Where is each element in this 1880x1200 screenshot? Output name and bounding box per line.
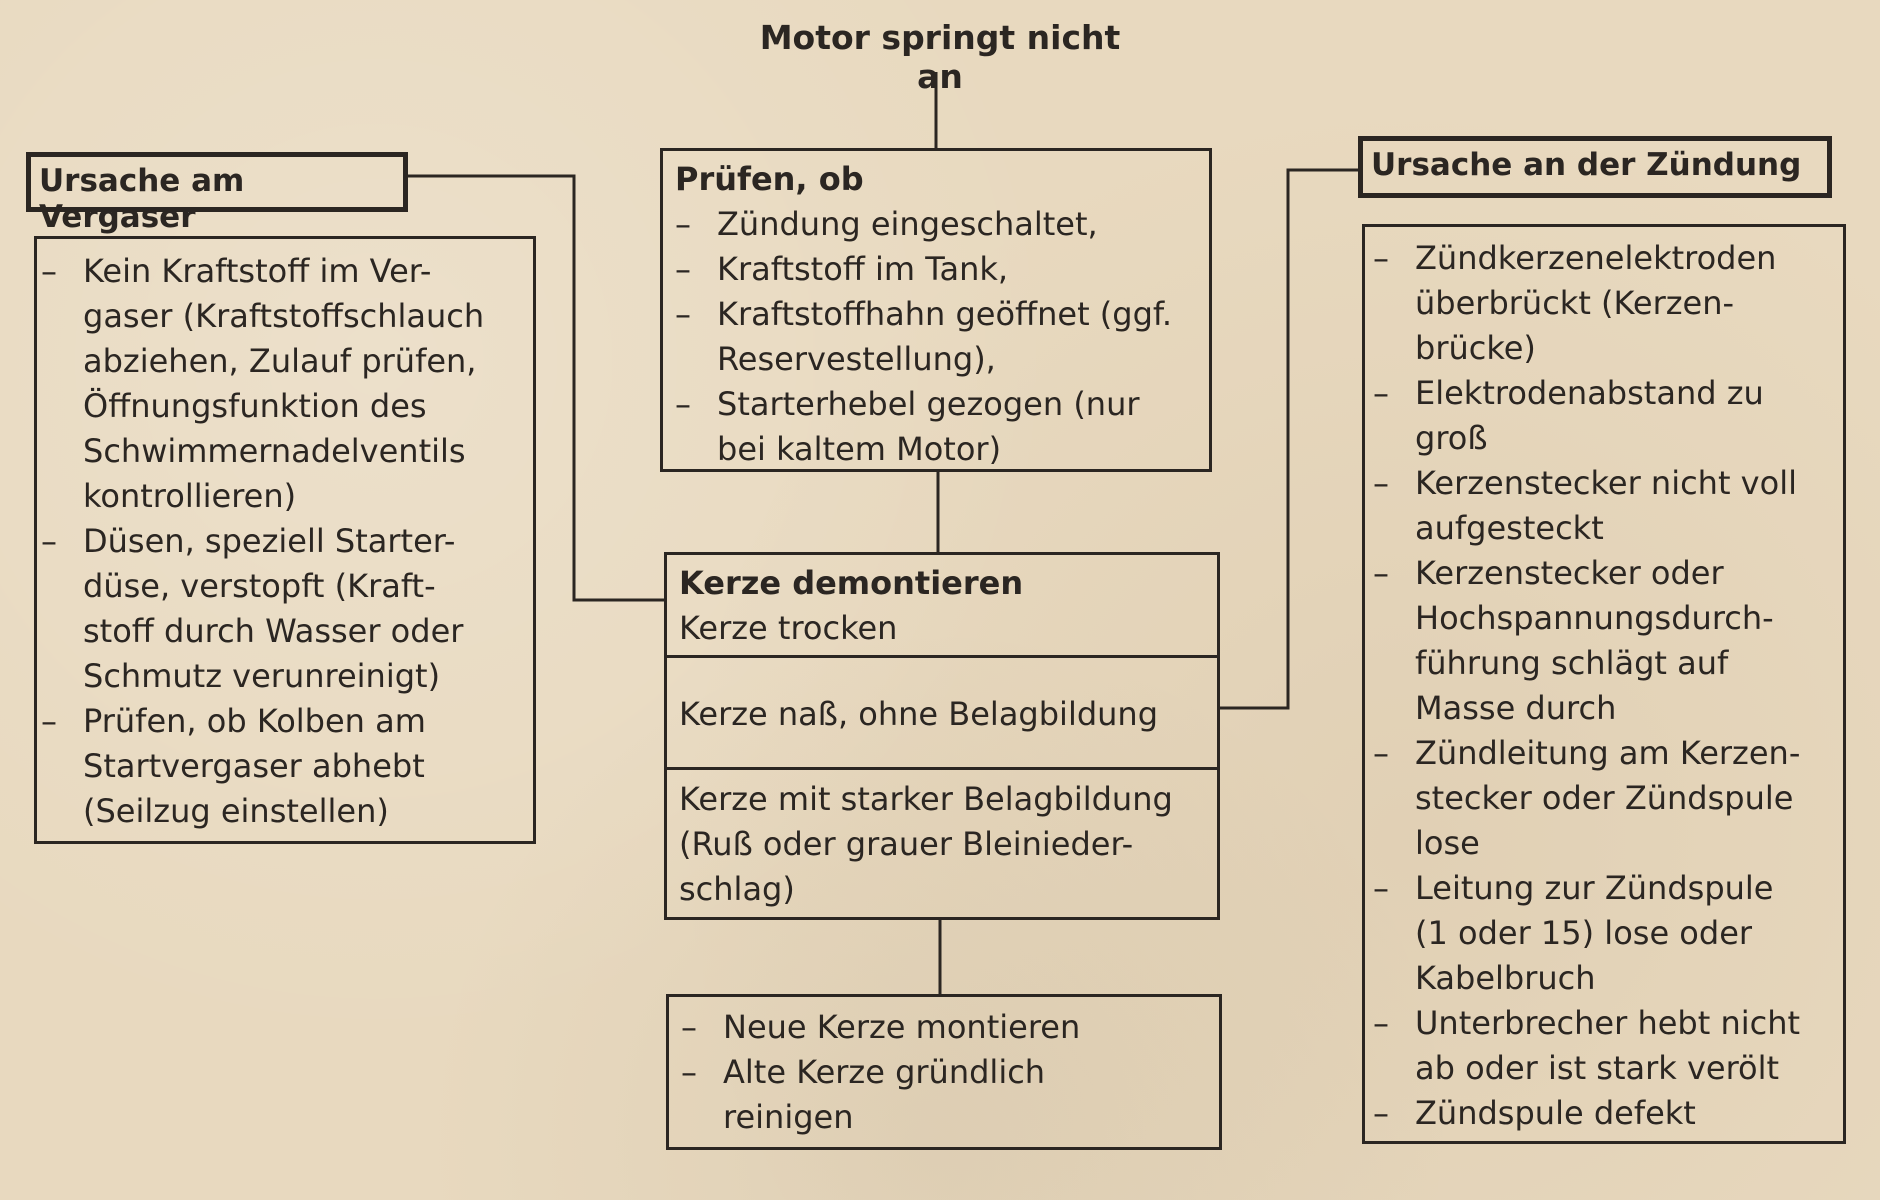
check-list: [675, 202, 1205, 472]
action-list: [681, 1005, 1211, 1140]
plug-separator: [667, 767, 1217, 770]
list-item: – Kerzenstecker nicht voll aufgesteckt: [1373, 464, 1797, 547]
list-item: – Zündspule defekt: [1373, 1094, 1696, 1132]
list-item: – Kein Kraftstoff im Ver- gaser (Kraftstoffschlauch abziehen, Zulauf prüfen, Öffnungsfunktion des Schwimmernadelventils kontrollieren): [41, 252, 485, 515]
list-item: – Unterbrecher hebt nicht ab oder ist stark verölt: [1373, 1004, 1801, 1087]
list-item: – Zündkerzenelektroden überbrückt (Kerzen- brücke): [1373, 239, 1777, 367]
plug-dry-label: Kerze trocken: [679, 609, 898, 647]
plug-heading: Kerze demontieren: [679, 564, 1024, 602]
list-item: – Prüfen, ob Kolben am Startvergaser abhebt (Seilzug einstellen): [41, 702, 426, 830]
list-item: – Alte Kerze gründlich reinigen: [681, 1053, 1046, 1136]
plug-wet-label: Kerze naß, ohne Belagbildung: [679, 695, 1159, 733]
list-item: – Kraftstoffhahn geöffnet (ggf. Reservestellung),: [675, 295, 1172, 378]
list-item: – Leitung zur Zündspule (1 oder 15) lose oder Kabelbruch: [1373, 869, 1774, 997]
carb-label: Ursache am Vergaser: [26, 152, 408, 212]
check-box: [660, 148, 1212, 472]
plug-box: [664, 552, 1220, 920]
list-item: – Zündleitung am Kerzen- stecker oder Zündspule lose: [1373, 734, 1801, 862]
plug-deposit-cell: Kerze mit starker Belagbildung (Ruß oder grauer Bleinieder- schlag): [679, 780, 1173, 908]
carb-box: [34, 236, 536, 844]
list-item: – Zündung eingeschaltet,: [675, 205, 1098, 243]
list-item: – Kraftstoff im Tank,: [675, 250, 1009, 288]
ignition-label: Ursache an der Zündung: [1358, 136, 1832, 198]
list-item: – Kerzenstecker oder Hochspannungsdurch- führung schlägt auf Masse durch: [1373, 554, 1774, 727]
carb-list: [41, 249, 531, 834]
ignition-box: [1362, 224, 1846, 1144]
check-heading: Prüfen, ob: [675, 160, 864, 198]
list-item: – Neue Kerze montieren: [681, 1008, 1081, 1046]
plug-separator: [667, 655, 1217, 658]
connector-wet-to-ignition: [1218, 170, 1360, 708]
ignition-list: [1373, 236, 1845, 1136]
action-box: [666, 994, 1222, 1150]
list-item: – Starterhebel gezogen (nur bei kaltem Motor): [675, 385, 1140, 468]
list-item: – Elektrodenabstand zu groß: [1373, 374, 1764, 457]
plug-dry-cell: [667, 561, 1217, 651]
diagram-title: Motor springt nicht an: [759, 18, 1121, 96]
list-item: – Düsen, speziell Starter- düse, verstopft (Kraft- stoff durch Wasser oder Schmutz verunreinigt): [41, 522, 464, 695]
